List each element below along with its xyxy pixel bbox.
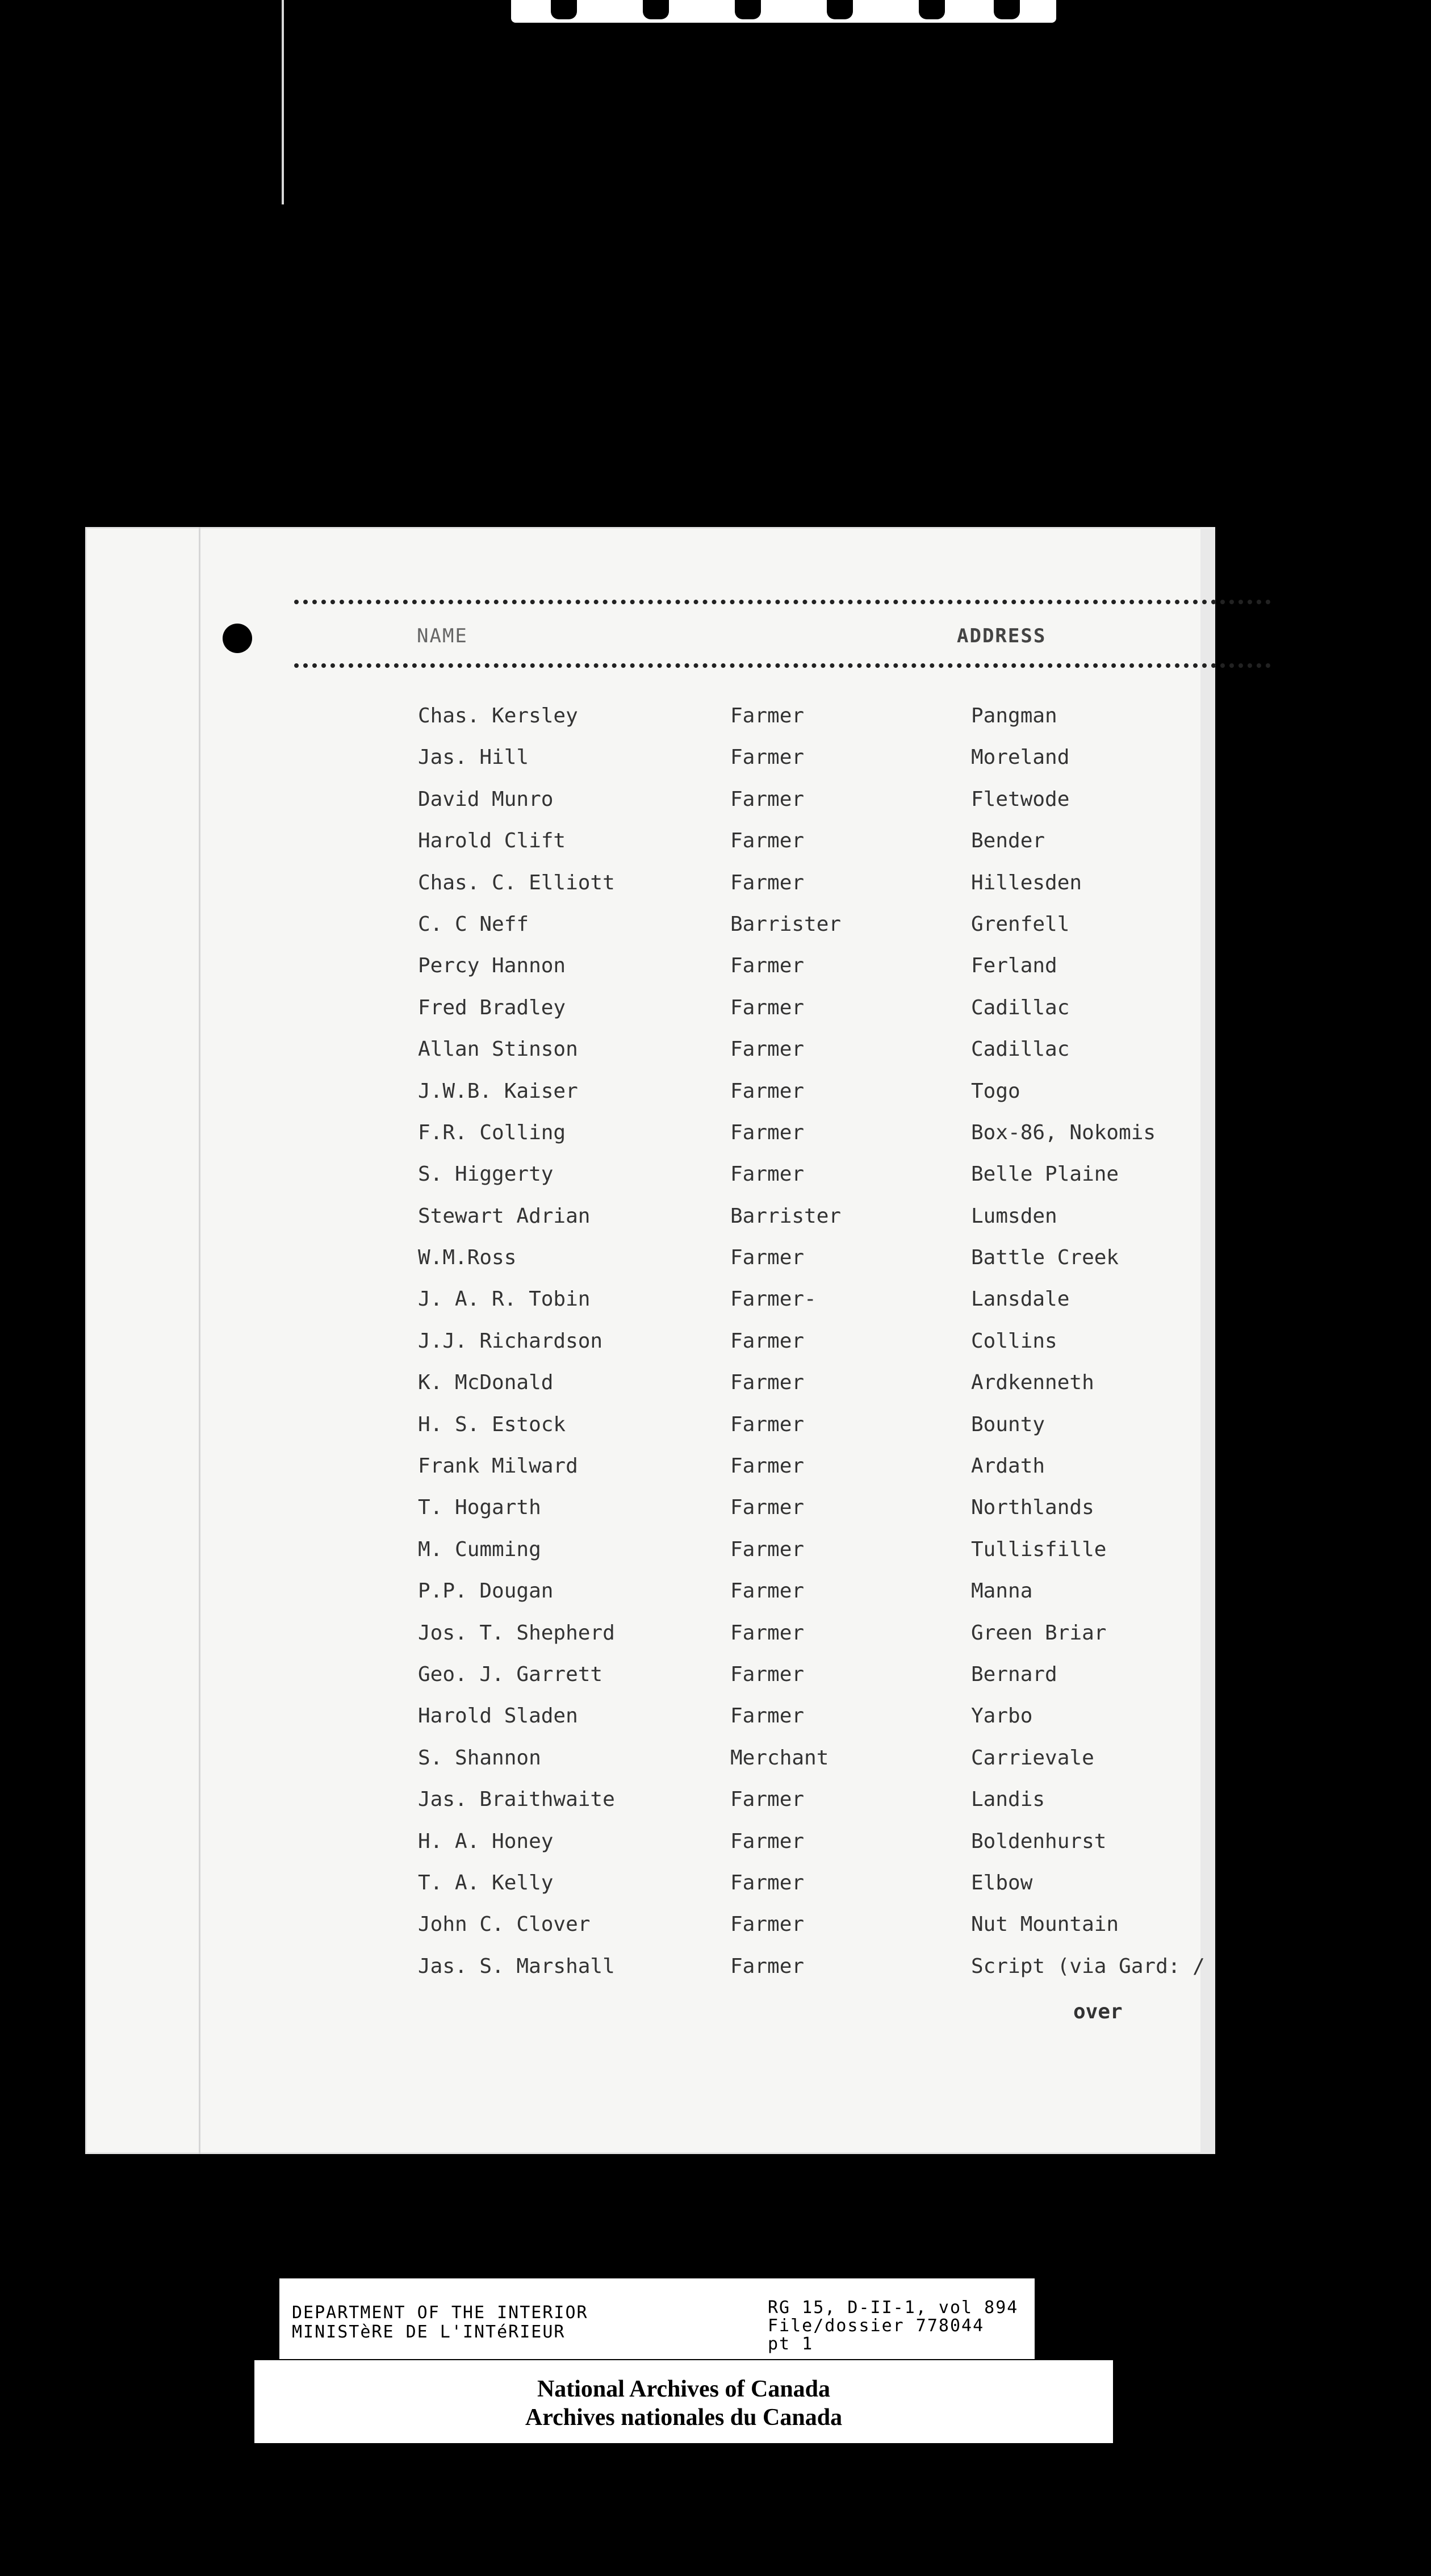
entry-occupation: Farmer [730,1579,805,1603]
entry-occupation: Farmer [730,1913,805,1937]
entry-address: Cadillac [971,1038,1070,1061]
entry-name: P.P. Dougan [418,1579,554,1603]
list-item [85,1038,1215,1079]
list-item [85,1579,1215,1621]
entry-occupation: Farmer [730,1871,805,1895]
list-item [85,996,1215,1038]
list-item [85,1246,1215,1287]
list-item [85,1162,1215,1204]
entry-address: Manna [971,1579,1033,1603]
banner-fr: Archives nationales du Canada [525,2404,843,2431]
entry-name: H. A. Honey [418,1829,554,1853]
entry-name: Percy Hannon [418,954,566,978]
film-top-strip [511,0,1056,23]
entry-address: Belle Plaine [971,1162,1119,1186]
list-item [85,871,1215,913]
list-item [85,1830,1215,1871]
list-item [85,1413,1215,1454]
entry-address: Ardkenneth [971,1371,1094,1395]
sprocket-hole [643,0,669,19]
list-item [85,1496,1215,1537]
entry-name: Chas. C. Elliott [418,871,615,894]
entry-name: T. Hogarth [418,1496,541,1520]
reference-line: RG 15, D-II-1, vol 894 [768,2298,1019,2318]
entry-address: Battle Creek [971,1246,1119,1270]
entry-occupation: Farmer [730,1537,805,1561]
list-item [85,1621,1215,1663]
sprocket-hole [994,0,1020,19]
entry-address: Elbow [971,1871,1033,1895]
entry-occupation: Farmer [730,746,805,770]
entry-address: Hillesden [971,871,1082,894]
entry-name: W.M.Ross [418,1246,517,1270]
entry-name: Chas. Kersley [418,704,578,727]
entry-name: S. Shannon [418,1746,541,1770]
address-column-header: ADDRESS [957,625,1047,647]
entry-occupation: Barrister [730,1204,842,1228]
list-item [85,1704,1215,1746]
entry-occupation: Farmer [730,996,805,1019]
entry-name: F.R. Colling [418,1120,566,1144]
entry-address: Bender [971,829,1045,853]
reference-line: File/dossier 778044 [768,2316,985,2336]
entry-name: J.W.B. Kaiser [418,1079,578,1103]
entry-address: Ferland [971,954,1057,978]
entry-occupation: Farmer [730,787,805,811]
entry-address: Togo [971,1079,1020,1103]
entry-address: Tullisfille [971,1537,1107,1561]
entry-address: Pangman [971,704,1057,727]
entry-address: Boldenhurst [971,1829,1107,1853]
list-item [85,1663,1215,1704]
punch-hole [223,624,252,653]
entry-address: Yarbo [971,1704,1033,1728]
over-note: over [1073,2000,1123,2023]
list-item [85,1371,1215,1412]
department-name [292,2303,588,2342]
list-item [85,829,1215,871]
entry-name: Fred Bradley [418,996,566,1019]
entry-occupation: Merchant [730,1746,829,1770]
entry-occupation: Farmer [730,1496,805,1520]
entry-name: Stewart Adrian [418,1204,591,1228]
list-item [85,1913,1215,1954]
scanned-page [85,527,1215,2154]
name-column-header: NAME [417,625,468,647]
entry-name: Harold Sladen [418,1704,578,1728]
entry-occupation: Farmer [730,1454,805,1478]
list-item [85,1871,1215,1913]
department-fr: MINISTèRE DE L'INTéRIEUR [292,2322,566,2342]
list-item [85,1746,1215,1788]
entry-address: Cadillac [971,996,1070,1019]
entry-name: H. S. Estock [418,1412,566,1436]
entry-address: Moreland [971,746,1070,770]
entry-address: Nut Mountain [971,1913,1119,1937]
entry-name: S. Higgerty [418,1162,554,1186]
entry-occupation: Farmer [730,1829,805,1853]
banner-en: National Archives of Canada [537,2376,831,2402]
entry-name: David Munro [418,787,554,811]
entry-occupation: Farmer [730,1162,805,1186]
entry-address: Landis [971,1788,1045,1812]
entry-occupation: Farmer [730,1079,805,1103]
list-item [85,1538,1215,1579]
sprocket-hole [735,0,761,19]
entry-address: Bounty [971,1412,1045,1436]
entry-address: Bernard [971,1662,1057,1686]
entry-occupation: Farmer [730,871,805,894]
entry-address: Green Briar [971,1621,1107,1645]
entry-occupation: Farmer [730,1329,805,1353]
archive-reference-label [279,2278,1035,2359]
entry-occupation: Farmer [730,1954,805,1978]
entry-list [85,704,1215,1996]
entry-name: M. Cumming [418,1537,541,1561]
list-item [85,1205,1215,1246]
entry-name: K. McDonald [418,1371,554,1395]
list-item [85,788,1215,829]
entry-address: Northlands [971,1496,1094,1520]
entry-name: T. A. Kelly [418,1871,554,1895]
entry-occupation: Farmer- [730,1287,817,1311]
archives-banner [254,2360,1113,2443]
list-item [85,1955,1215,1996]
entry-occupation: Farmer [730,1788,805,1812]
list-item [85,913,1215,954]
entry-occupation: Farmer [730,1412,805,1436]
reference-line: pt 1 [768,2334,814,2354]
entry-occupation: Farmer [730,1038,805,1061]
entry-address: Lansdale [971,1287,1070,1311]
entry-name: Jas. S. Marshall [418,1954,615,1978]
dotted-rule [294,600,1271,604]
entry-occupation: Farmer [730,1120,805,1144]
entry-address: Script (via Gard: / [971,1954,1205,1978]
entry-name: J. A. R. Tobin [418,1287,591,1311]
entry-occupation: Farmer [730,829,805,853]
entry-address: Collins [971,1329,1057,1353]
entry-occupation: Farmer [730,1662,805,1686]
list-item [85,1329,1215,1371]
list-item [85,1287,1215,1329]
sprocket-hole [919,0,945,19]
entry-occupation: Farmer [730,1371,805,1395]
list-item [85,1454,1215,1496]
entry-occupation: Farmer [730,1246,805,1270]
entry-name: Jas. Braithwaite [418,1788,615,1812]
entry-name: J.J. Richardson [418,1329,603,1353]
entry-address: Carrievale [971,1746,1094,1770]
list-item [85,704,1215,746]
sprocket-hole [827,0,853,19]
entry-occupation: Barrister [730,912,842,936]
list-item [85,746,1215,787]
list-item [85,1080,1215,1121]
entry-occupation: Farmer [730,704,805,727]
entry-address: Lumsden [971,1204,1057,1228]
sprocket-hole [551,0,577,19]
entry-name: John C. Clover [418,1913,591,1937]
dotted-rule [294,663,1271,668]
entry-address: Ardath [971,1454,1045,1478]
list-item [85,954,1215,996]
entry-address: Box-86, Nokomis [971,1120,1156,1144]
entry-name: Allan Stinson [418,1038,578,1061]
entry-name: Geo. J. Garrett [418,1662,603,1686]
department-en: DEPARTMENT OF THE INTERIOR [292,2303,588,2323]
list-item [85,1788,1215,1829]
archive-reference [768,2299,1018,2353]
entry-occupation: Farmer [730,1704,805,1728]
entry-address: Fletwode [971,787,1070,811]
entry-address: Grenfell [971,912,1070,936]
entry-name: Jas. Hill [418,746,529,770]
entry-occupation: Farmer [730,1621,805,1645]
entry-name: Harold Clift [418,829,566,853]
entry-name: C. C Neff [418,912,529,936]
list-item [85,1121,1215,1162]
film-mark [282,0,284,204]
entry-name: Frank Milward [418,1454,578,1478]
entry-occupation: Farmer [730,954,805,978]
entry-name: Jos. T. Shepherd [418,1621,615,1645]
